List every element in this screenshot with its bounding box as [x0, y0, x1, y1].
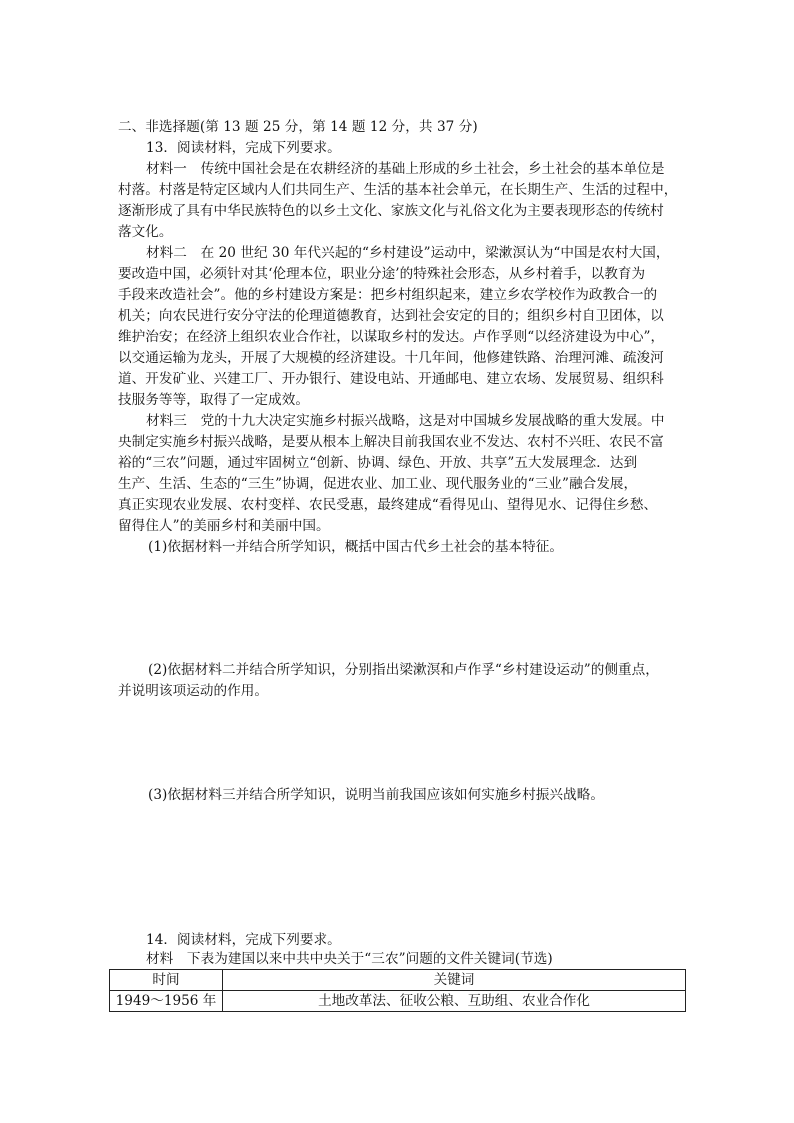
table-cell-keywords: 土地改革法、征收公粮、互助组、农业合作化 [223, 991, 686, 1012]
subquestion-line: 并说明该项运动的作用。 [118, 683, 269, 699]
table-header-time: 时间 [110, 970, 223, 991]
keywords-table [109, 969, 686, 1012]
q14-material-intro: 材料 下表为建国以来中共中央关于“三农”问题的文件关键词(节选) [146, 951, 553, 967]
material-line: 材料一 传统中国社会是在农耕经济的基础上形成的乡土社会，乡土社会的基本单位是 [146, 161, 665, 177]
material-line: 生产、生活、生态的“三生”协调，促进农业、加工业、现代服务业的“三业”融合发展， [118, 476, 638, 492]
material-line: 手段来改造社会”。他的乡村建设方案是：把乡村组织起来，建立乡农学校作为政教合一的 [118, 287, 658, 303]
material-line: 落文化。 [118, 224, 173, 240]
material-line: 材料三 党的十九大决定实施乡村振兴战略，这是对中国城乡发展战略的重大发展。中 [146, 413, 665, 429]
material-line: 材料二 在 20 世纪 30 年代兴起的“乡村建设”运动中，梁漱溟认为“中国是农村大国， [146, 245, 670, 261]
material-line: 要改造中国，必须针对其‘伦理本位，职业分途’的特殊社会形态，从乡村着手，以教育为 [118, 266, 646, 282]
table-row [110, 991, 686, 1012]
subquestion-line: (2)依据材料二并结合所学知识，分别指出梁漱溟和卢作孚“乡村建设运动”的侧重点， [148, 662, 659, 678]
q13-subquestion-3: (3)依据材料三并结合所学知识，说明当前我国应该如何实施乡村振兴战略。 [148, 787, 605, 803]
table-header-row [110, 970, 686, 991]
material-line: 机关；向农民进行安分守法的伦理道德教育，达到社会安定的目的；组织乡村自卫团体，以 [118, 308, 664, 324]
material-line: 技服务等等，取得了一定成效。 [118, 392, 310, 408]
material-line: 逐渐形成了具有中华民族特色的以乡土文化、家族文化与礼俗文化为主要表现形态的传统村 [118, 203, 664, 219]
material-line: 留得住人”的美丽乡村和美丽中国。 [118, 518, 330, 534]
material-line: 央制定实施乡村振兴战略，是要从根本上解决目前我国农业不发达、农村不兴旺、农民不富 [118, 434, 664, 450]
material-line: 村落。村落是特定区域内人们共同生产、生活的基本社会单元，在长期生产、生活的过程中， [118, 182, 678, 198]
table-header-keywords: 关键词 [223, 970, 686, 991]
table-cell-time: 1949～1956 年 [110, 991, 223, 1012]
q13-stem: 13．阅读材料，完成下列要求。 [146, 140, 341, 156]
material-line: 裕的“三农”问题，通过牢固树立“创新、协调、绿色、开放、共享”五大发展理念．达到 [118, 455, 638, 471]
material-line: 以交通运输为龙头，开展了大规模的经济建设。十几年间，他修建铁路、治理河滩、疏浚河 [118, 350, 664, 366]
section-title: 二、非选择题(第 13 题 25 分，第 14 题 12 分，共 37 分) [118, 119, 478, 135]
material-line: 道、开发矿业、兴建工厂、开办银行、建设电站、开通邮电、建立农场、发展贸易、组织科 [118, 371, 664, 387]
material-line: 维护治安；在经济上组织农业合作社，以谋取乡村的发达。卢作孚则“以经济建设为中心”， [118, 329, 665, 345]
q14-stem: 14．阅读材料，完成下列要求。 [146, 932, 341, 948]
q13-subquestion-1: (1)依据材料一并结合所学知识，概括中国古代乡土社会的基本特征。 [148, 539, 564, 555]
material-line: 真正实现农业发展、农村变样、农民受惠，最终建成“看得见山、望得见水、记得住乡愁、 [118, 497, 658, 513]
